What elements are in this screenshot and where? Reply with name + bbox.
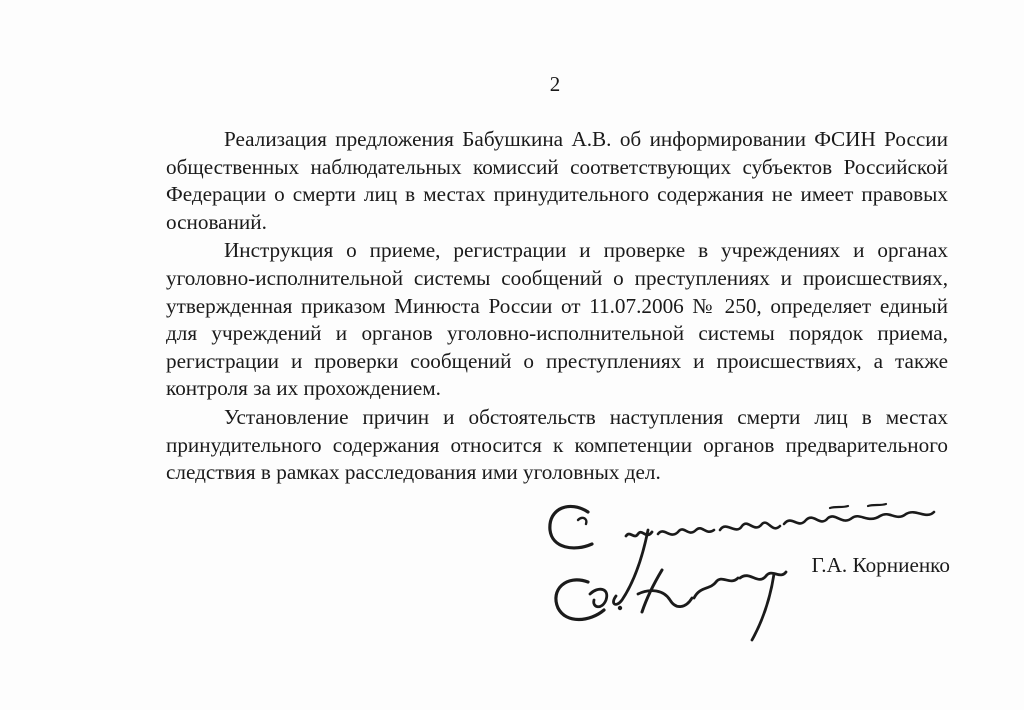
paragraph-3: Установление причин и обстоятельств наступления смерти лиц в местах принудительного содержания относится к компетенции органов предварительного следствия в рамках расследования ими уголовных дел.: [166, 404, 948, 485]
paragraph-1: Реализация предложения Бабушкина А.В. об информировании ФСИН России общественных наблюдательных комиссий соответствующих субъектов Российской Федерации о смерти лиц в местах принудительного содержания не имеет правовых оснований.: [166, 127, 948, 234]
paragraph-2: Инструкция о приеме, регистрации и проверке в учреждениях и органах уголовно-исполнительной системы сообщений о преступлениях и происшествиях, утвержденная приказом Минюста России от 11.07.2006 № 250, определяет единый для учреждений и органов уголовно-исполнительной системы порядок приема, регистрации и проверки сообщений о преступлениях и происшествиях, а также контроля за их прохождением.: [166, 238, 948, 401]
signatory-name: Г.А. Корниенко: [811, 553, 950, 577]
page-number: 2: [549, 72, 561, 96]
letter-body: [166, 126, 948, 487]
